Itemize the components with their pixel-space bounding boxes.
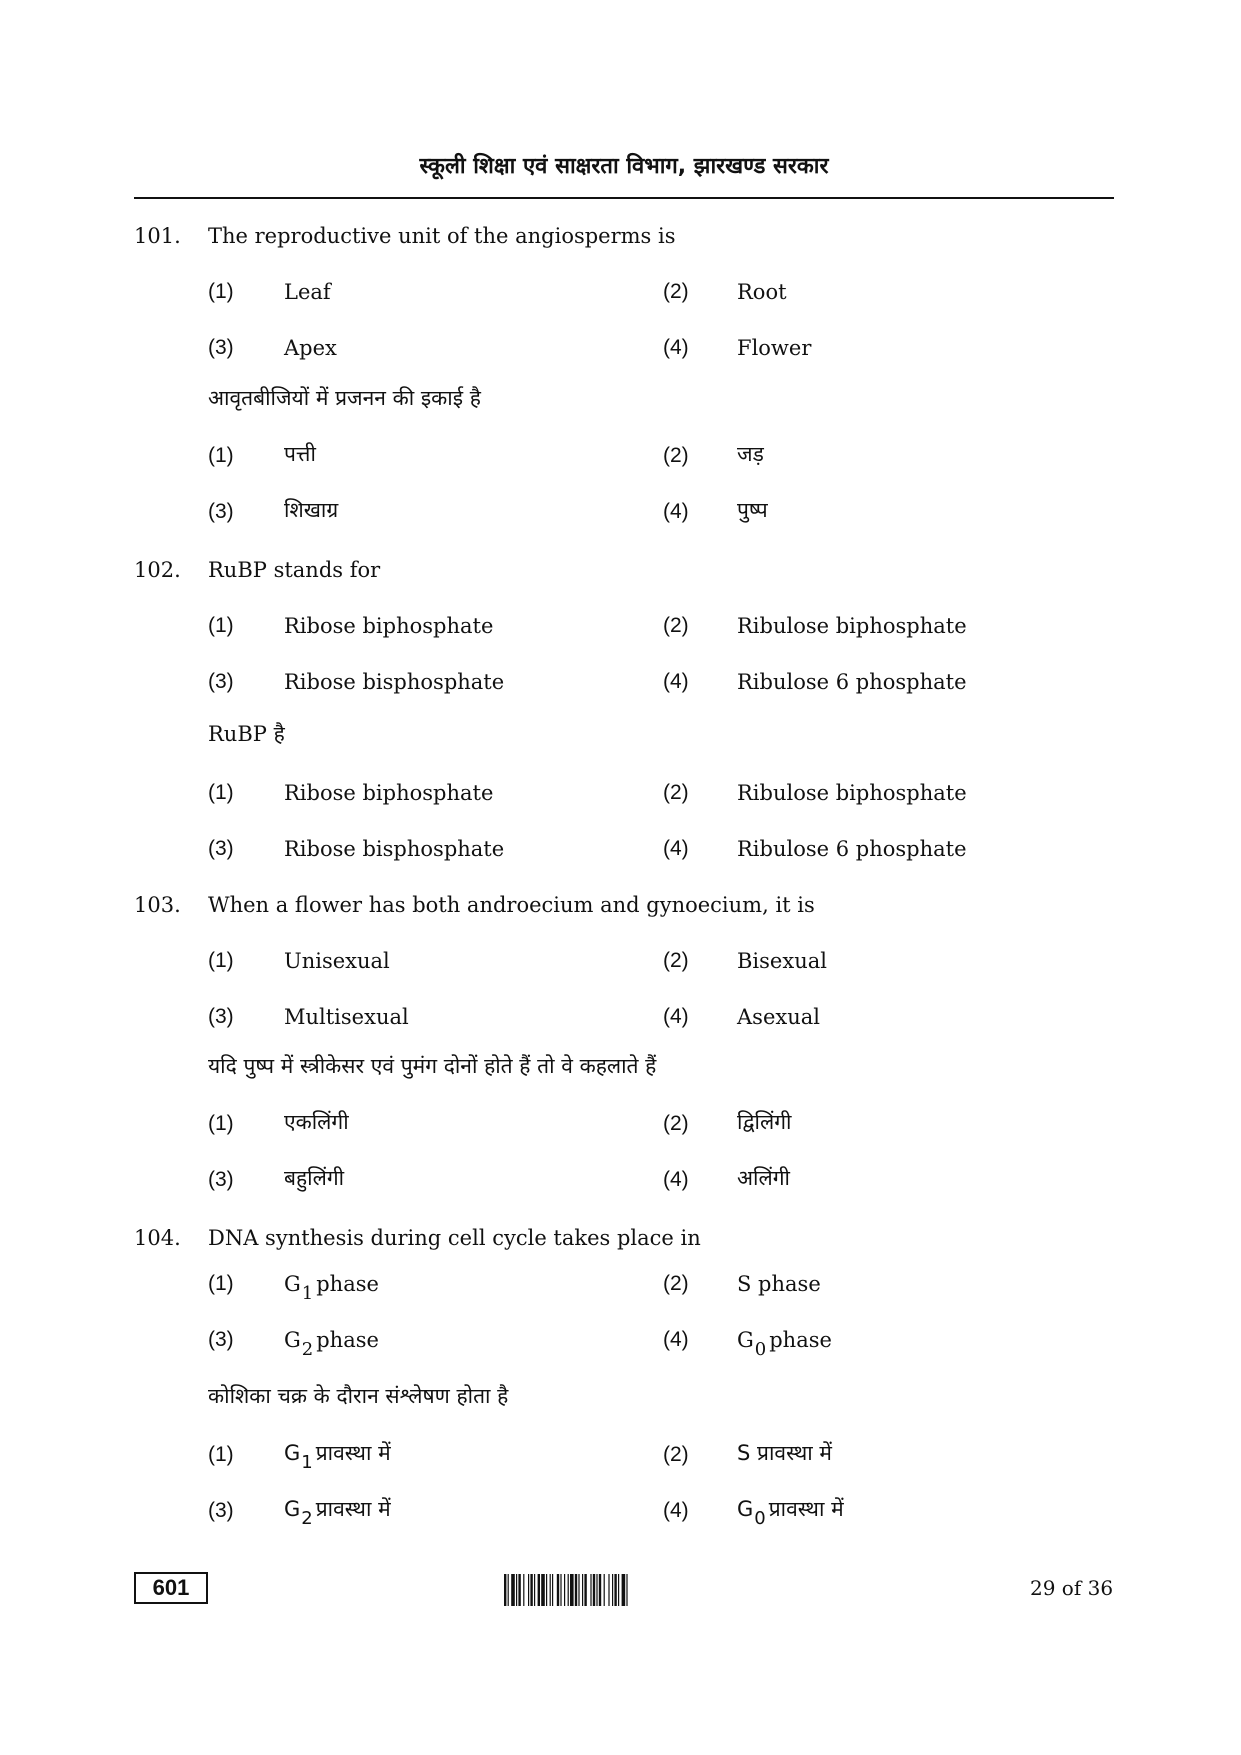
option-number: (4) — [663, 1499, 689, 1522]
option-text: Ribose biphosphate — [284, 614, 494, 638]
barcode-bar — [618, 1574, 619, 1606]
option-number: (2) — [663, 444, 689, 467]
question-text-hi: आवृतबीजियों में प्रजनन की इकाई है — [208, 386, 481, 410]
option-subscript: 2 — [301, 1339, 314, 1360]
barcode-bar — [593, 1574, 595, 1606]
option-number: (3) — [208, 1168, 234, 1191]
option-number: (4) — [663, 1168, 689, 1191]
option-text: अलिंगी — [737, 1166, 790, 1190]
option-text: शिखाग्र — [284, 498, 339, 522]
question-number: 101. — [134, 224, 181, 248]
barcode — [504, 1574, 709, 1606]
option-text: Ribose bisphosphate — [284, 670, 505, 694]
option-text: द्विलिंगी — [737, 1110, 792, 1134]
option-number: (2) — [663, 949, 689, 972]
barcode-bar — [608, 1574, 609, 1606]
option-number: (2) — [663, 781, 689, 804]
option-text — [284, 1439, 391, 1473]
option-text: पुष्प — [737, 498, 768, 522]
barcode-bar — [584, 1574, 586, 1606]
barcode-bar — [612, 1574, 613, 1606]
option-text: बहुलिंगी — [284, 1166, 345, 1190]
option-number: (1) — [208, 1443, 234, 1466]
option-suffix: phase — [769, 1328, 832, 1352]
option-text: Multisexual — [284, 1005, 409, 1029]
barcode-bar — [614, 1574, 616, 1606]
option-number: (3) — [208, 837, 234, 860]
question-text-en: RuBP stands for — [208, 558, 381, 582]
barcode-bar — [523, 1574, 524, 1606]
option-text: पत्ती — [284, 442, 316, 466]
option-number: (4) — [663, 670, 689, 693]
barcode-bar — [530, 1574, 532, 1606]
barcode-bar — [534, 1574, 535, 1606]
barcode-bar — [599, 1574, 601, 1606]
barcode-bar — [511, 1574, 515, 1606]
barcode-bar — [590, 1574, 591, 1606]
option-text — [737, 1328, 832, 1360]
barcode-bar — [557, 1574, 559, 1606]
option-number: (1) — [208, 614, 234, 637]
option-suffix: प्रावस्था में — [315, 1497, 391, 1521]
option-text: Bisexual — [737, 949, 827, 973]
barcode-bar — [622, 1574, 626, 1606]
page-number: 29 of 36 — [1030, 1576, 1114, 1600]
option-prefix: G — [284, 1497, 301, 1521]
option-number: (2) — [663, 1443, 689, 1466]
option-number: (2) — [663, 1112, 689, 1135]
option-number: (4) — [663, 336, 689, 359]
option-number: (1) — [208, 949, 234, 972]
page-header: स्कूली शिक्षा एवं साक्षरता विभाग, झारखण्ड सरकार — [419, 154, 829, 179]
option-number: (3) — [208, 500, 234, 523]
option-text — [284, 1495, 391, 1529]
option-subscript: 0 — [754, 1339, 767, 1360]
barcode-bar — [546, 1574, 547, 1606]
option-suffix: प्रावस्था में — [768, 1497, 844, 1521]
barcode-bar — [582, 1574, 583, 1606]
option-text: Leaf — [284, 280, 331, 304]
header-rule — [134, 197, 1114, 199]
option-subscript: 2 — [301, 1508, 313, 1529]
option-number: (1) — [208, 444, 234, 467]
barcode-bar — [538, 1574, 540, 1606]
question-number: 103. — [134, 893, 181, 917]
question-text-hi: यदि पुष्प में स्त्रीकेसर एवं पुमंग दोनों होते हैं तो वे कहलाते हैं — [208, 1054, 657, 1078]
question-text-en: The reproductive unit of the angiosperms is — [208, 224, 676, 248]
option-text: Ribulose biphosphate — [737, 781, 967, 805]
option-text: Ribose bisphosphate — [284, 837, 505, 861]
option-text: Unisexual — [284, 949, 390, 973]
option-prefix: G — [737, 1328, 754, 1352]
option-text: Apex — [284, 336, 337, 360]
option-text: जड़ — [737, 442, 764, 466]
option-number: (4) — [663, 1005, 689, 1028]
option-text: Flower — [737, 336, 812, 360]
option-number: (4) — [663, 837, 689, 860]
option-prefix: G — [284, 1328, 301, 1352]
option-text: Ribulose 6 phosphate — [737, 837, 967, 861]
barcode-bar — [564, 1574, 565, 1606]
barcode-bar — [541, 1574, 545, 1606]
option-number: (1) — [208, 1112, 234, 1135]
option-number: (2) — [663, 614, 689, 637]
option-suffix: phase — [316, 1328, 379, 1352]
booklet-code: 601 — [134, 1572, 208, 1604]
barcode-bar — [560, 1574, 561, 1606]
barcode-bar — [550, 1574, 551, 1606]
option-number: (2) — [663, 1272, 689, 1295]
option-text — [284, 1328, 379, 1360]
option-text: एकलिंगी — [284, 1110, 349, 1134]
barcode-bar — [528, 1574, 529, 1606]
barcode-bar — [568, 1574, 569, 1606]
option-number: (1) — [208, 781, 234, 804]
barcode-bar — [604, 1574, 605, 1606]
option-number: (3) — [208, 1499, 234, 1522]
question-text-hi: RuBP है — [208, 722, 285, 746]
option-number: (2) — [663, 280, 689, 303]
question-text-en: When a flower has both androecium and gynoecium, it is — [208, 893, 815, 917]
question-number: 102. — [134, 558, 181, 582]
barcode-bar — [575, 1574, 577, 1606]
barcode-bar — [504, 1574, 506, 1606]
option-number: (1) — [208, 1272, 234, 1295]
option-number: (3) — [208, 670, 234, 693]
barcode-bar — [516, 1574, 517, 1606]
barcode-bar — [578, 1574, 579, 1606]
option-subscript: 0 — [754, 1508, 766, 1529]
barcode-bar — [570, 1574, 574, 1606]
option-text: S phase — [737, 1272, 821, 1296]
barcode-bar — [596, 1574, 597, 1606]
option-text: Ribose biphosphate — [284, 781, 494, 805]
option-number: (4) — [663, 1328, 689, 1351]
option-suffix: प्रावस्था में — [315, 1441, 391, 1465]
barcode-bar — [626, 1574, 627, 1606]
option-text: Ribulose biphosphate — [737, 614, 967, 638]
option-text — [737, 1495, 844, 1529]
barcode-bar — [518, 1574, 520, 1606]
option-suffix: phase — [316, 1272, 379, 1296]
option-prefix: G — [737, 1497, 754, 1521]
option-text: Root — [737, 280, 787, 304]
option-text — [284, 1272, 379, 1304]
option-text: Asexual — [737, 1005, 820, 1029]
option-number: (3) — [208, 1328, 234, 1351]
option-subscript: 1 — [301, 1283, 314, 1304]
option-number: (3) — [208, 336, 234, 359]
option-text: S प्रावस्था में — [737, 1441, 832, 1465]
option-number: (4) — [663, 500, 689, 523]
barcode-bar — [552, 1574, 553, 1606]
option-number: (3) — [208, 1005, 234, 1028]
question-number: 104. — [134, 1226, 181, 1250]
option-subscript: 1 — [301, 1452, 313, 1473]
option-prefix: G — [284, 1272, 301, 1296]
question-text-hi: कोशिका चक्र के दौरान संश्लेषण होता है — [208, 1384, 509, 1408]
option-text: Ribulose 6 phosphate — [737, 670, 967, 694]
option-number: (1) — [208, 280, 234, 303]
barcode-bar — [508, 1574, 509, 1606]
question-text-en: DNA synthesis during cell cycle takes place in — [208, 1226, 701, 1250]
option-prefix: G — [284, 1441, 301, 1465]
